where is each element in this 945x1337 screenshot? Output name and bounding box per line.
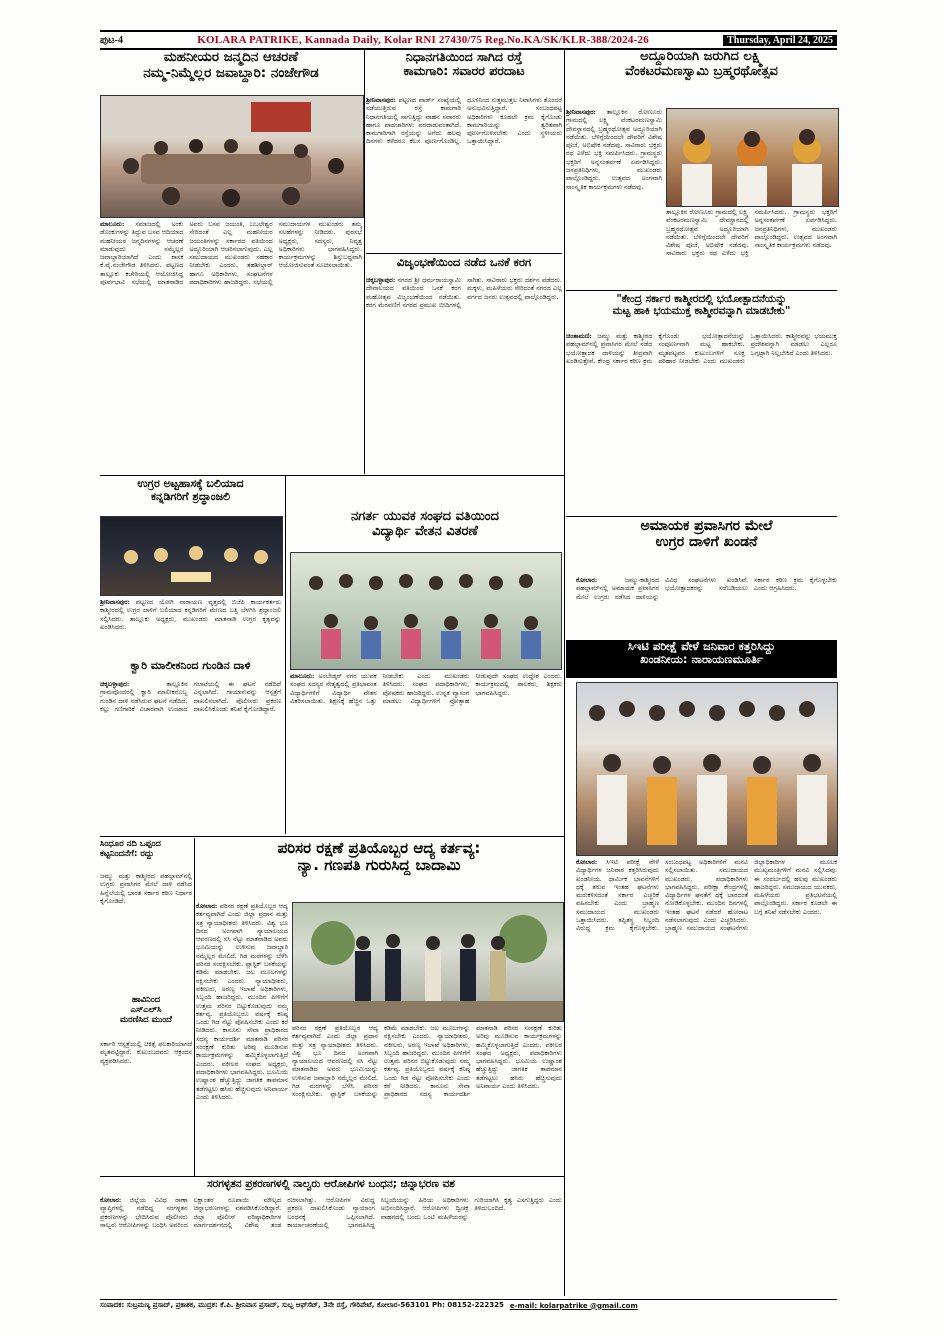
row-rule (100, 1176, 564, 1177)
dateline: ಮಾಲೂರು: (100, 220, 125, 228)
article-text: ಸಮಾಜದಲ್ಲಿ ಅಂಕು ಡೊಂಕುಗಳನ್ನು ತಿದ್ದುವ ಬಸವ ಆದಿಯಾದ ಮಹನೀಯರ ಜನ್ಮದಿನಗಳನ್ನು ಆಚರಣೆ ಮಾಡುವುದು ನಮ್ಮೆಲ್ಲರ ಜವಾಬ್ದಾರಿಯಾಗಿದೆ ಎಂದು ಶಾಸಕ ಕೆ.ವೈ.ನಂಜೇಗೌಡ ತಿಳಿಸಿದರು. ಪಟ್ಟಣದ ತಾಲ್ಲೂಕು ಕಚೇರಿಯಲ್ಲಿ ಆಯೋಜಿಸಿದ್ದ ಪೂರ್ವಭಾವಿ ಸಭೆಯಲ್ಲಿ ಮಾತನಾಡಿದ ಅವರು ಬಸವ ಜಯಂತಿ, ಬಬಲೇಶ್ವರ ಸೇರಿದಂತೆ ಎಲ್ಲ ಮಹನೀಯರ ಜಯಂತಿಗಳನ್ನು ಸರ್ಕಾರದ ವತಿಯಿಂದ ಅದ್ದೂರಿಯಾಗಿ ಆಚರಿಸಲಾಗುವುದು. ಎಲ್ಲ ಸಮುದಾಯದ ಮುಖಂಡರು ಸಹಕಾರ ನೀಡಬೇಕು ಎಂದರು. ತಹಶೀಲ್ದಾರ್ ಹಾಗೂ ಅಧಿಕಾರಿಗಳು, ಸಂಘಟನೆಗಳ ಪದಾಧಿಕಾರಿಗಳು ಹಾಜರಿದ್ದರು. ಸಭೆಯಲ್ಲಿ ಸಮುದಾಯಗಳ ಮುಖಂಡರು ತಮ್ಮ ಸಲಹೆಗಳನ್ನು ನೀಡಿದರು. ಪುರಸಭೆ ಅಧ್ಯಕ್ಷರು, ಸದಸ್ಯರು, ನಿವೃತ್ತ ಅಧಿಕಾರಿಗಳು ಭಾಗವಹಿಸಿದ್ದರು. ಕಾರ್ಯಕ್ರಮಗಳನ್ನು ಶಿಸ್ತುಬದ್ಧವಾಗಿ ಆಯೋಜಿಸುವಂತೆ ಸೂಚಿಸಲಾಯಿತು. (100, 220, 362, 287)
protest-photo (577, 683, 837, 855)
article-body (566, 108, 662, 288)
article-text: ಜಮ್ಮು-ಕಾಶ್ಮೀರದ ಪಹಲ್ಗಾಮ್‌ನಲ್ಲಿ ಅಮಾಯಕ ಪ್ರವಾಸಿಗರ ಮೇಲೆ ಉಗ್ರರು ನಡೆಸಿದ ದಾಳಿಯನ್ನು ವಿವಿಧ ಸಂಘಟನೆಗಳು ಖಂಡಿಸಿವೆ. ಭಯೋತ್ಪಾದಕರನ್ನು ಸದೆಬಡಿಯಲು ಸರ್ಕಾರ ಕಠಿಣ ಕ್ರಮ ಕೈಗೊಳ್ಳಬೇಕು ಎಂದು ಆಗ್ರಹಿಸಿದರು. (576, 576, 837, 601)
dateline: ಚಿಂತಾಮಣಿ: (566, 332, 592, 340)
imprint-text: ಸಂಪಾದಕ: ಸುಬ್ರಮಣ್ಯ ಪ್ರಸಾದ್, ಪ್ರಕಾಶಕ, ಮುದ್ರಕ: ಕೆ.ಪಿ. ಶ್ರೀನಿವಾಸ ಪ್ರಸಾದ್, ಸುಬ್ಬ ಆಫ್‌ಸೆಟ್, 3ನೇ ರಸ್ತೆ, ಗೌರಿಪೇಟೆ, ಕೋಲಾರ-563101 Ph: 08152-222325 (100, 1301, 504, 1309)
news-photo (576, 682, 838, 856)
article-headline: ಕ್ವಾರಿ ಮಾಲೀಕನಿಂದ ಗುಂಡಿನ ದಾಳಿ (130, 660, 251, 672)
article-body (576, 576, 837, 634)
row-rule (100, 836, 564, 837)
row-rule (100, 475, 564, 476)
article-body (196, 902, 288, 1174)
article-text: ಜಿಲ್ಲೆಯ ವಿವಿಧ ಠಾಣಾ ವ್ಯಾಪ್ತಿಗಳಲ್ಲಿ ನಡೆದಿದ್ದ ಸರಗಳ್ಳತನ ಪ್ರಕರಣಗಳನ್ನು ಭೇದಿಸಿರುವ ಪೊಲೀಸರು ನಾಲ್ವರು ಆರೋಪಿಗಳನ್ನು ಬಂಧಿಸಿ ಅವರಿಂದ ಲಕ್ಷಾಂತರ ರೂಪಾಯಿ ಮೌಲ್ಯದ ಚಿನ್ನಾಭರಣಗಳನ್ನು ವಶಪಡಿಸಿಕೊಂಡಿದ್ದಾರೆ. ಜಿಲ್ಲಾ ಪೊಲೀಸ್ ವರಿಷ್ಠಾಧಿಕಾರಿಗಳ ಮಾರ್ಗದರ್ಶನದಲ್ಲಿ ವಿಶೇಷ ತಂಡ ರಚಿಸಲಾಗಿತ್ತು. ಆರೋಪಿಗಳ ವಿರುದ್ಧ ಪ್ರಕರಣ ದಾಖಲಿಸಿಕೊಂಡು ನ್ಯಾಯಾಂಗ ಬಂಧನಕ್ಕೆ ಒಪ್ಪಿಸಲಾಗಿದೆ. ಕಾರ್ಯಾಚರಣೆಯಲ್ಲಿ ಭಾಗವಹಿಸಿದ್ದ ಸಿಬ್ಬಂದಿಯನ್ನು ಹಿರಿಯ ಅಧಿಕಾರಿಗಳು ಅಭಿನಂದಿಸಿದ್ದಾರೆ. ಆರೋಪಿಗಳು ದ್ವಿಚಕ್ರ ವಾಹನದಲ್ಲಿ ಬಂದು ಒಂಟಿ ಮಹಿಳೆಯರನ್ನು ಗುರಿಯಾಗಿಸಿ ಕೃತ್ಯ ಎಸಗುತ್ತಿದ್ದರು ಎಂದು ತಿಳಿದುಬಂದಿದೆ. (100, 1196, 562, 1229)
article-text: ಜಮ್ಮು ಮತ್ತು ಕಾಶ್ಮೀರದ ಪಹಲ್ಗಾಮ್‌ನಲ್ಲಿ ಪ್ರವಾಸಿಗರ ಮೇಲೆ ನಡೆದ ಭಯೋತ್ಪಾದಕ ದಾಳಿಯನ್ನು ತೀವ್ರವಾಗಿ ಖಂಡಿಸುತ್ತೇವೆ. ಕೇಂದ್ರ ಸರ್ಕಾರ ಕಠಿಣ ಕ್ರಮ ಕೈಗೊಂಡು ಭಯೋತ್ಪಾದನೆಯನ್ನು ಸಂಪೂರ್ಣವಾಗಿ ಮಟ್ಟ ಹಾಕಬೇಕು. ಮೃತಪಟ್ಟವರ ಕುಟುಂಬಗಳಿಗೆ ಸೂಕ್ತ ಪರಿಹಾರ ನೀಡಬೇಕು ಎಂದು ಮುಖಂಡರು ಒತ್ತಾಯಿಸಿದರು. ಕಾಶ್ಮೀರವನ್ನು ಭಯಮುಕ್ತ ಪ್ರದೇಶವನ್ನಾಗಿ ಮಾಡಲು ಎಲ್ಲರೂ ಒಗ್ಗಟ್ಟಾಗಿ ನಿಲ್ಲಬೇಕಿದೆ ಎಂದು ತಿಳಿಸಿದರು. (566, 332, 837, 365)
article-text: ಸರ್ಕಾರಿ ಆಸ್ಪತ್ರೆಯಲ್ಲಿ ಚಿಕಿತ್ಸೆ ಫಲಕಾರಿಯಾಗದೆ ಮೃತಪಟ್ಟಿದ್ದಾರೆ. ಕುಟುಂಬದವರು ಆಕ್ರಂದನ ವ್ಯಕ್ತಪಡಿಸಿದರು. (100, 1040, 192, 1065)
dateline: ಚಿಕ್ಕಬಳ್ಳಾಪುರ: (100, 680, 130, 688)
article-text: ನಗರದ ಶ್ರೀ ಧರ್ಮರಾಯಸ್ವಾಮಿ ದೇವಾಲಯದ ವತಿಯಿಂದ ಒನಕೆ ಕರಗ ಮಹೋತ್ಸವ ವಿಜೃಂಭಣೆಯಿಂದ ನಡೆಯಿತು. ಕರಗ ಮೆರವಣಿಗೆ ನಗರದ ಪ್ರಮುಖ ಬೀದಿಗಳಲ್ಲಿ ಸಾಗಿತು. ಸಾವಿರಾರು ಭಕ್ತರು ದರ್ಶನ ಪಡೆದರು. ಮಕ್ಕಳು, ಮಹಿಳೆಯರು ಸೇರಿದಂತೆ ನಗರದ ಎಲ್ಲ ವರ್ಗದ ಜನರು ಉತ್ಸವದಲ್ಲಿ ಪಾಲ್ಗೊಂಡಿದ್ದರು. (366, 276, 562, 309)
row-rule (566, 516, 837, 517)
article-body (366, 96, 562, 252)
article-body (100, 1040, 192, 1174)
column-rule (194, 838, 195, 1176)
dateline: ಕೋಲಾರ: (576, 858, 598, 866)
article-text: ಪರಿಸರ ರಕ್ಷಣೆ ಪ್ರತಿಯೊಬ್ಬರ ಆದ್ಯ ಕರ್ತವ್ಯವಾಗಿದೆ ಎಂದು ಜಿಲ್ಲಾ ಪ್ರಧಾನ ಮತ್ತು ಸತ್ರ ನ್ಯಾಯಾಧೀಶರು ತಿಳಿಸಿದರು. ವಿಶ್ವ ಭೂ ದಿನದ ಅಂಗವಾಗಿ ನ್ಯಾಯಾಲಯದ ಆವರಣದಲ್ಲಿ ಸಸಿ ನೆಟ್ಟು ಮಾತನಾಡಿದ ಅವರು ಭೂಮಿಯನ್ನು ಉಳಿಸುವ ಜವಾಬ್ದಾರಿ ನಮ್ಮೆಲ್ಲರ ಮೇಲಿದೆ. ಗಿಡ ಮರಗಳನ್ನು ಬೆಳೆಸಿ ಪರಿಸರ ಸಂರಕ್ಷಿಸಬೇಕು. ಪ್ಲಾಸ್ಟಿಕ್ ಬಳಕೆಯನ್ನು ಕಡಿಮೆ ಮಾಡಬೇಕು. ಜಲ ಮೂಲಗಳನ್ನು ರಕ್ಷಿಸಬೇಕು ಎಂದರು. ನ್ಯಾಯಾಧೀಶರು, ವಕೀಲರು, ಅರಣ್ಯ ಇಲಾಖೆ ಅಧಿಕಾರಿಗಳು, ಸಿಬ್ಬಂದಿ ಹಾಜರಿದ್ದರು. ಮುಂದಿನ ಪೀಳಿಗೆಗೆ ಉತ್ತಮ ಪರಿಸರ ಬಿಟ್ಟುಕೊಡುವುದು ನಮ್ಮ ಕರ್ತವ್ಯ. ಪ್ರತಿಯೊಬ್ಬರೂ ವರ್ಷಕ್ಕೆ ಕನಿಷ್ಠ ಒಂದು ಗಿಡ ನೆಟ್ಟು ಪೋಷಿಸಬೇಕು ಎಂದು ಕರೆ ನೀಡಿದರು. ಕಾನೂನು ಸೇವಾ ಪ್ರಾಧಿಕಾರದ ಸದಸ್ಯ ಕಾರ್ಯದರ್ಶಿ ಮಾತನಾಡಿ ಪರಿಸರ ಸಂರಕ್ಷಣೆ ಕುರಿತು ಅರಿವು ಮೂಡಿಸುವ ಕಾರ್ಯಕ್ರಮಗಳನ್ನು ಹಮ್ಮಿಕೊಳ್ಳಲಾಗುತ್ತಿದೆ ಎಂದರು. ವಕೀಲರ ಸಂಘದ ಅಧ್ಯಕ್ಷರು, ಪದಾಧಿಕಾರಿಗಳು ಭಾಗವಹಿಸಿದ್ದರು. ಭೂಮಿಯ ಉಷ್ಣಾಂಶ ಹೆಚ್ಚುತ್ತಿದ್ದು ಜಾಗತಿಕ ತಾಪಮಾನ ತಡೆಗಟ್ಟಲು ಹಸಿರು ಹೆಚ್ಚಿಸುವುದು ಅನಿವಾರ್ಯ ಎಂದು ತಿಳಿಸಿದರು. (196, 902, 288, 1101)
article-text: ಸಿಇಟಿ ಪರೀಕ್ಷೆ ವೇಳೆ ವಿದ್ಯಾರ್ಥಿಗಳ ಜನಿವಾರ ಕತ್ತರಿಸಿರುವುದು ಖಂಡನೀಯ. ಧಾರ್ಮಿಕ ಭಾವನೆಗಳಿಗೆ ಧಕ್ಕೆ ತರುವ ಇಂತಹ ಘಟನೆಗಳು ಮರುಕಳಿಸದಂತೆ ಸರ್ಕಾರ ಎಚ್ಚರಿಕೆ ವಹಿಸಬೇಕು ಎಂದು ಬ್ರಾಹ್ಮಣ ಸಮುದಾಯದ ಮುಖಂಡರು ಒತ್ತಾಯಿಸಿದರು. ತಪ್ಪಿತಸ್ಥ ಸಿಬ್ಬಂದಿ ವಿರುದ್ಧ ಕ್ರಮ ಕೈಗೊಳ್ಳಬೇಕು. ಸಂಬಂಧಪಟ್ಟ ಅಧಿಕಾರಿಗಳಿಗೆ ಮನವಿ ಸಲ್ಲಿಸಲಾಯಿತು. ಸಮುದಾಯದ ಮುಖಂಡರು, ಪದಾಧಿಕಾರಿಗಳು ಭಾಗವಹಿಸಿದ್ದರು. ಪರೀಕ್ಷಾ ಕೇಂದ್ರಗಳಲ್ಲಿ ವಿದ್ಯಾರ್ಥಿಗಳ ಘನತೆಗೆ ಧಕ್ಕೆ ಬಾರದಂತೆ ನೋಡಿಕೊಳ್ಳಬೇಕು. ಮುಂದಿನ ದಿನಗಳಲ್ಲಿ ಇಂತಹ ಘಟನೆ ನಡೆದರೆ ಹೋರಾಟ ನಡೆಸಲಾಗುವುದು ಎಂದು ಎಚ್ಚರಿಸಿದರು. ಬ್ರಾಹ್ಮಣ ಸಮುದಾಯದ ಸಂಘಟನೆಗಳು ಜಿಲ್ಲಾಧಿಕಾರಿಗಳ ಮೂಲಕ ಮುಖ್ಯಮಂತ್ರಿಗಳಿಗೆ ಮನವಿ ಸಲ್ಲಿಸಿದವು. ಈ ಸಂದರ್ಭದಲ್ಲಿ ಹಲವು ಮುಖಂಡರು ಹಾಜರಿದ್ದರು. ಸಮುದಾಯದ ಯುವಕರು, ಮಹಿಳೆಯರು ಪ್ರತಿಭಟನೆಯಲ್ಲಿ ಪಾಲ್ಗೊಂಡಿದ್ದರು. ಸರ್ಕಾರ ಕೂಡಲೇ ಈ ಬಗ್ಗೆ ತನಿಖೆ ನಡೆಸಬೇಕು ಎಂದರು. (576, 858, 837, 933)
news-photo (666, 108, 839, 207)
article-body-continued (666, 208, 837, 288)
news-photo (100, 516, 283, 596)
dateline: ಚಿಕ್ಕಬಳ್ಳಾಪುರ: (366, 276, 396, 284)
article-body (290, 672, 562, 832)
dateline: ಕೋಲಾರ: (100, 1196, 122, 1204)
article-headline: ಮಹನೀಯರ ಜನ್ಮದಿನ ಆಚರಣೆ ನಮ್ಮ-ನಿಮ್ಮೆಲ್ಲರ ಜವಾಬ್ದಾರಿ: ನಂಜೇಗೌಡ (143, 50, 319, 81)
candlelight-photo (101, 517, 282, 595)
article-headline: ನಿಧಾನಗತಿಯಿಂದ ಸಾಗಿದ ರಸ್ತೆ ಕಾಮಗಾರಿ: ಸವಾರರ ಪರದಾಟ (403, 50, 525, 79)
news-photo (100, 95, 364, 218)
article-headline: "ಕೇಂದ್ರ ಸರ್ಕಾರ ಕಾಶ್ಮೀರದಲ್ಲಿ ಭಯೋತ್ಪಾದನೆಯನ್ನು ಮಟ್ಟ ಹಾಕಿ ಭಯಮುಕ್ತ ಕಾಶ್ಮೀರವನ್ನಾಗಿ ಮಾಡಬೇಕು" (612, 293, 791, 318)
article-body-continued (292, 1024, 562, 1174)
article-text: ತಾಲ್ಲೂಕಿನ ರೋಣೂರು ಗ್ರಾಮದಲ್ಲಿ ಲಕ್ಷ್ಮಿ ವೆಂಕಟರಮಣಸ್ವಾಮಿ ದೇವಸ್ಥಾನದಲ್ಲಿ ಬ್ರಹ್ಮರಥೋತ್ಸವ ಅದ್ದೂರಿಯಾಗಿ ನಡೆಯಿತು. ಬೆಳಿಗ್ಗೆಯಿಂದಲೇ ದೇವರಿಗೆ ವಿಶೇಷ ಪೂಜೆ, ಅಭಿಷೇಕ ನಡೆದವು. ಸಾವಿರಾರು ಭಕ್ತರು ರಥ ಎಳೆದು ಭಕ್ತಿ ಸಮರ್ಪಿಸಿದರು. ಗ್ರಾಮಸ್ಥರು ಭಕ್ತರಿಗೆ ಅನ್ನಸಂತರ್ಪಣೆ ಏರ್ಪಡಿಸಿದ್ದರು. ಜನಪ್ರತಿನಿಧಿಗಳು, ಮುಖಂಡರು ಪಾಲ್ಗೊಂಡಿದ್ದರು. ಉತ್ಸವದ ಅಂಗವಾಗಿ ಸಾಂಸ್ಕೃತಿಕ ಕಾರ್ಯಕ್ರಮಗಳು ನಡೆದವು. (666, 208, 837, 258)
article-headline: ಸರಗಳ್ಳತನ ಪ್ರಕರಣಗಳಲ್ಲಿ ನಾಲ್ವರು ಆರೋಪಿಗಳ ಬಂಧನ; ಚಿನ್ನಾಭರಣ ವಶ (207, 1178, 455, 1190)
tree-planting-photo (293, 903, 563, 1021)
dateline: ಶ್ರೀನಿವಾಸಪುರ: (366, 96, 396, 104)
column-rule (285, 476, 286, 834)
article-headline: ನಗರ್ತ ಯುವಕ ಸಂಘದ ವತಿಯಿಂದ ವಿದ್ಯಾರ್ಥಿ ವೇತನ ವಿತರಣೆ (351, 510, 499, 539)
meeting-photo (101, 96, 363, 217)
article-body (100, 598, 281, 656)
article-text: ತಾಲ್ಲೂಕಿನ ರೋಣೂರು ಗ್ರಾಮದಲ್ಲಿ ಲಕ್ಷ್ಮಿ ವೆಂಕಟರಮಣಸ್ವಾಮಿ ದೇವಸ್ಥಾನದಲ್ಲಿ ಬ್ರಹ್ಮರಥೋತ್ಸವ ಅದ್ದೂರಿಯಾಗಿ ನಡೆಯಿತು. ಬೆಳಿಗ್ಗೆಯಿಂದಲೇ ದೇವರಿಗೆ ವಿಶೇಷ ಪೂಜೆ, ಅಭಿಷೇಕ ನಡೆದವು. ಸಾವಿರಾರು ಭಕ್ತರು ರಥ ಎಳೆದು ಭಕ್ತಿ ಸಮರ್ಪಿಸಿದರು. ಗ್ರಾಮಸ್ಥರು ಭಕ್ತರಿಗೆ ಅನ್ನಸಂತರ್ಪಣೆ ಏರ್ಪಡಿಸಿದ್ದರು. ಜನಪ್ರತಿನಿಧಿಗಳು, ಮುಖಂಡರು ಪಾಲ್ಗೊಂಡಿದ್ದರು. ಉತ್ಸವದ ಅಂಗವಾಗಿ ಸಾಂಸ್ಕೃತಿಕ ಕಾರ್ಯಕ್ರಮಗಳು ನಡೆದವು. (566, 108, 662, 191)
row-rule (366, 253, 562, 254)
article-body (566, 332, 837, 514)
article-text: ತಾಲ್ಲೂಕಿನ ಗ್ರಾಮವೊಂದರಲ್ಲಿ ಕ್ವಾರಿ ಮಾಲೀಕನೊಬ್ಬ ಗುಂಡಿನ ದಾಳಿ ನಡೆಸಿರುವ ಘಟನೆ ನಡೆದಿದೆ. ಕಲ್ಲು ಗಣಿಗಾರಿಕೆ ವಿಚಾರವಾಗಿ ಉಂಟಾದ ಗಲಾಟೆಯಲ್ಲಿ ಈ ಘಟನೆ ನಡೆದಿದೆ ಎನ್ನಲಾಗಿದೆ. ಗಾಯಾಳುವನ್ನು ಆಸ್ಪತ್ರೆಗೆ ದಾಖಲಿಸಲಾಗಿದೆ. ಪೊಲೀಸರು ಪ್ರಕರಣ ದಾಖಲಿಸಿಕೊಂಡು ತನಿಖೆ ಕೈಗೊಂಡಿದ್ದಾರೆ. (100, 680, 281, 713)
article-text: ಪಟ್ಟಣದ ವಾರ್ಡ್ ಸಂಖ್ಯೆಯಲ್ಲಿ ನಡೆಯುತ್ತಿರುವ ರಸ್ತೆ ಕಾಮಗಾರಿ ನಿಧಾನಗತಿಯಲ್ಲಿ ಸಾಗುತ್ತಿದ್ದು ವಾಹನ ಸವಾರರು ಹಾಗೂ ಪಾದಚಾರಿಗಳು ಪರದಾಡುವಂತಾಗಿದೆ. ಕಾಮಗಾರಿಗಾಗಿ ರಸ್ತೆಯನ್ನು ಅಗೆದು ಹಲವು ದಿನಗಳು ಕಳೆದರೂ ಕೆಲಸ ಪೂರ್ಣಗೊಂಡಿಲ್ಲ. ಧೂಳಿನಿಂದ ಸುತ್ತಮುತ್ತಲ ನಿವಾಸಿಗಳು ತೊಂದರೆ ಅನುಭವಿಸುತ್ತಿದ್ದಾರೆ. ಸಂಬಂಧಪಟ್ಟ ಅಧಿಕಾರಿಗಳು ಕೂಡಲೇ ಕ್ರಮ ಕೈಗೊಂಡು ಕಾಮಗಾರಿಯನ್ನು ತ್ವರಿತವಾಗಿ ಪೂರ್ಣಗೊಳಿಸಬೇಕು ಎಂದು ಸ್ಥಳೀಯರು ಒತ್ತಾಯಿಸಿದ್ದಾರೆ. (366, 96, 562, 146)
dateline: ಶ್ರೀನಿವಾಸಪುರ: (566, 108, 596, 116)
dateline: ಕೋಲಾರ: (196, 902, 218, 910)
column-rule (364, 50, 365, 474)
article-body (100, 872, 192, 990)
page-number: ಪುಟ-4 (100, 34, 124, 46)
contact-email[interactable]: e-mail: kolarpatrike @gmail.com (509, 1301, 638, 1310)
article-body (366, 276, 562, 472)
article-body (100, 680, 281, 828)
dateline: ಶ್ರೀನಿವಾಸಪುರ: (100, 598, 130, 606)
article-headline: ಅದ್ದೂರಿಯಾಗಿ ಜರುಗಿದ ಲಕ್ಷ್ಮಿ ವೆಂಕಟರಮಣಸ್ವಾಮಿ ಬ್ರಹ್ಮರಥೋತ್ಸವ (625, 50, 778, 79)
students-photo (291, 553, 561, 669)
article-text: ಜಮ್ಮು ಮತ್ತು ಕಾಶ್ಮೀರದ ಪಹಲ್ಗಾಮ್‌ನಲ್ಲಿ ಉಗ್ರರು ಪ್ರವಾಸಿಗರ ಮೇಲೆ ದಾಳಿ ನಡೆಸಿದ ಹಿನ್ನೆಲೆಯಲ್ಲಿ ಭಾರತ ಸರ್ಕಾರ ಕಠಿಣ ನಿರ್ಧಾರ ಕೈಗೊಂಡಿದೆ. (100, 872, 192, 905)
article-headline: ಹಾವಿನಿಂದ ಎಸ್‌ಎಲ್‌ಸಿ ಮರಣಿಸಿದ ಮುಂದೆ (120, 996, 172, 1025)
article-text: ಅಂಬೇಡ್ಕರ್ ನಗರ ಯುವಕ ಸಂಘದ ಸದಸ್ಯರ ನೇತೃತ್ವದಲ್ಲಿ ಪ್ರತಿಭಾವಂತ ವಿದ್ಯಾರ್ಥಿಗಳಿಗೆ ವಿದ್ಯಾರ್ಥಿ ವೇತನ ವಿತರಿಸಲಾಯಿತು. ಶಿಕ್ಷಣಕ್ಕೆ ಹೆಚ್ಚಿನ ಒತ್ತು ನೀಡಬೇಕು ಎಂದು ಮುಖಂಡರು ತಿಳಿಸಿದರು. ಸಂಘದ ಪದಾಧಿಕಾರಿಗಳು, ಪೋಷಕರು ಹಾಜರಿದ್ದರು. ಉನ್ನತ ವ್ಯಾಸಂಗ ಮಾಡಲು ವಿದ್ಯಾರ್ಥಿಗಳಿಗೆ ಪ್ರೋತ್ಸಾಹ ನೀಡುವುದೇ ಸಂಘದ ಉದ್ದೇಶ ಎಂದರು. ಕಾರ್ಯಕ್ರಮದಲ್ಲಿ ಪಾಲಕರು, ಶಿಕ್ಷಕರು ಭಾಗವಹಿಸಿದ್ದರು. (290, 672, 562, 705)
article-body (100, 220, 362, 472)
page-footer (100, 1299, 837, 1311)
news-photo (290, 552, 562, 670)
paper-title: KOLARA PATRIKE, Kannada Daily, Kolar RNI 27430/75 Reg.No.KA/SK/KLR-388/2024-26 (197, 34, 649, 46)
dateline: ಮಾಲೂರು: (290, 672, 315, 680)
article-headline: ಅಮಾಯಕ ಪ್ರವಾಸಿಗರ ಮೇಲೆ ಉಗ್ರರ ದಾಳಿಗೆ ಖಂಡನೆ (640, 518, 773, 551)
row-rule (566, 290, 837, 291)
dateline: ಕೋಲಾರ: (576, 576, 598, 584)
article-headline: ಉಗ್ರರ ಅಟ್ಟಹಾಸಕ್ಕೆ ಬಲಿಯಾದ ಕನ್ನಡಿಗರಿಗೆ ಶ್ರದ್ಧಾಂಜಲಿ (137, 478, 244, 503)
article-body (576, 858, 837, 1294)
page-header (100, 30, 837, 50)
article-text: ಪಟ್ಟಣದ ಯೋಗಿ ನಾರಾಯಣ ವೃತ್ತದಲ್ಲಿ ಬಿಜೆಪಿ ಕಾರ್ಯಕರ್ತರು ಕಾಶ್ಮೀರದಲ್ಲಿ ಉಗ್ರರ ದಾಳಿಗೆ ಬಲಿಯಾದ ಕನ್ನಡಿಗರಿಗೆ ಮೇಣದ ಬತ್ತಿ ಬೆಳಗಿಸಿ ಶ್ರದ್ಧಾಂಜಲಿ ಸಲ್ಲಿಸಿದರು. ತಾಲ್ಲೂಕು ಅಧ್ಯಕ್ಷರು, ಮುಖಂಡರು ಮಾತನಾಡಿ ಉಗ್ರರ ಕೃತ್ಯವನ್ನು ಖಂಡಿಸಿದರು. (100, 598, 281, 631)
article-headline: ಸಿಂಧೂರ ನದಿ ಒಪ್ಪಂದ ಕಟ್ಟನಿಂದನೆಗೆ: ರದ್ದು (100, 840, 161, 859)
article-body (100, 1196, 562, 1296)
news-photo (292, 902, 564, 1022)
festival-photo (667, 109, 838, 206)
article-headline: ವಿಜೃಂಭಣೆಯಿಂದ ನಡೆದ ಒನಕೆ ಕರಗ (396, 256, 532, 269)
article-headline: ಸಿಇಟಿ ಪರೀಕ್ಷೆ ವೇಳೆ ಜನಿವಾರ ಕತ್ತರಿಸಿದ್ದು ಖಂಡನೀಯ: ನಾರಾಯಣಮೂರ್ತಿ (566, 640, 837, 678)
article-text: ಪರಿಸರ ರಕ್ಷಣೆ ಪ್ರತಿಯೊಬ್ಬರ ಆದ್ಯ ಕರ್ತವ್ಯವಾಗಿದೆ ಎಂದು ಜಿಲ್ಲಾ ಪ್ರಧಾನ ಮತ್ತು ಸತ್ರ ನ್ಯಾಯಾಧೀಶರು ತಿಳಿಸಿದರು. ವಿಶ್ವ ಭೂ ದಿನದ ಅಂಗವಾಗಿ ನ್ಯಾಯಾಲಯದ ಆವರಣದಲ್ಲಿ ಸಸಿ ನೆಟ್ಟು ಮಾತನಾಡಿದ ಅವರು ಭೂಮಿಯನ್ನು ಉಳಿಸುವ ಜವಾಬ್ದಾರಿ ನಮ್ಮೆಲ್ಲರ ಮೇಲಿದೆ. ಗಿಡ ಮರಗಳನ್ನು ಬೆಳೆಸಿ ಪರಿಸರ ಸಂರಕ್ಷಿಸಬೇಕು. ಪ್ಲಾಸ್ಟಿಕ್ ಬಳಕೆಯನ್ನು ಕಡಿಮೆ ಮಾಡಬೇಕು. ಜಲ ಮೂಲಗಳನ್ನು ರಕ್ಷಿಸಬೇಕು ಎಂದರು. ನ್ಯಾಯಾಧೀಶರು, ವಕೀಲರು, ಅರಣ್ಯ ಇಲಾಖೆ ಅಧಿಕಾರಿಗಳು, ಸಿಬ್ಬಂದಿ ಹಾಜರಿದ್ದರು. ಮುಂದಿನ ಪೀಳಿಗೆಗೆ ಉತ್ತಮ ಪರಿಸರ ಬಿಟ್ಟುಕೊಡುವುದು ನಮ್ಮ ಕರ್ತವ್ಯ. ಪ್ರತಿಯೊಬ್ಬರೂ ವರ್ಷಕ್ಕೆ ಕನಿಷ್ಠ ಒಂದು ಗಿಡ ನೆಟ್ಟು ಪೋಷಿಸಬೇಕು ಎಂದು ಕರೆ ನೀಡಿದರು. ಕಾನೂನು ಸೇವಾ ಪ್ರಾಧಿಕಾರದ ಸದಸ್ಯ ಕಾರ್ಯದರ್ಶಿ ಮಾತನಾಡಿ ಪರಿಸರ ಸಂರಕ್ಷಣೆ ಕುರಿತು ಅರಿವು ಮೂಡಿಸುವ ಕಾರ್ಯಕ್ರಮಗಳನ್ನು ಹಮ್ಮಿಕೊಳ್ಳಲಾಗುತ್ತಿದೆ ಎಂದರು. ವಕೀಲರ ಸಂಘದ ಅಧ್ಯಕ್ಷರು, ಪದಾಧಿಕಾರಿಗಳು ಭಾಗವಹಿಸಿದ್ದರು. ಭೂಮಿಯ ಉಷ್ಣಾಂಶ ಹೆಚ್ಚುತ್ತಿದ್ದು ಜಾಗತಿಕ ತಾಪಮಾನ ತಡೆಗಟ್ಟಲು ಹಸಿರು ಹೆಚ್ಚಿಸುವುದು ಅನಿವಾರ್ಯ ಎಂದು ತಿಳಿಸಿದರು. (292, 1024, 562, 1099)
column-rule (564, 50, 565, 1296)
issue-date: Thursday, April 24, 2025 (723, 35, 837, 46)
article-headline: ಪರಿಸರ ರಕ್ಷಣೆ ಪ್ರತಿಯೊಬ್ಬರ ಆದ್ಯ ಕರ್ತವ್ಯ: ನ್ಯಾ. ಗಣಪತಿ ಗುರುಸಿದ್ದ ಬಾದಾಮಿ (277, 840, 481, 875)
